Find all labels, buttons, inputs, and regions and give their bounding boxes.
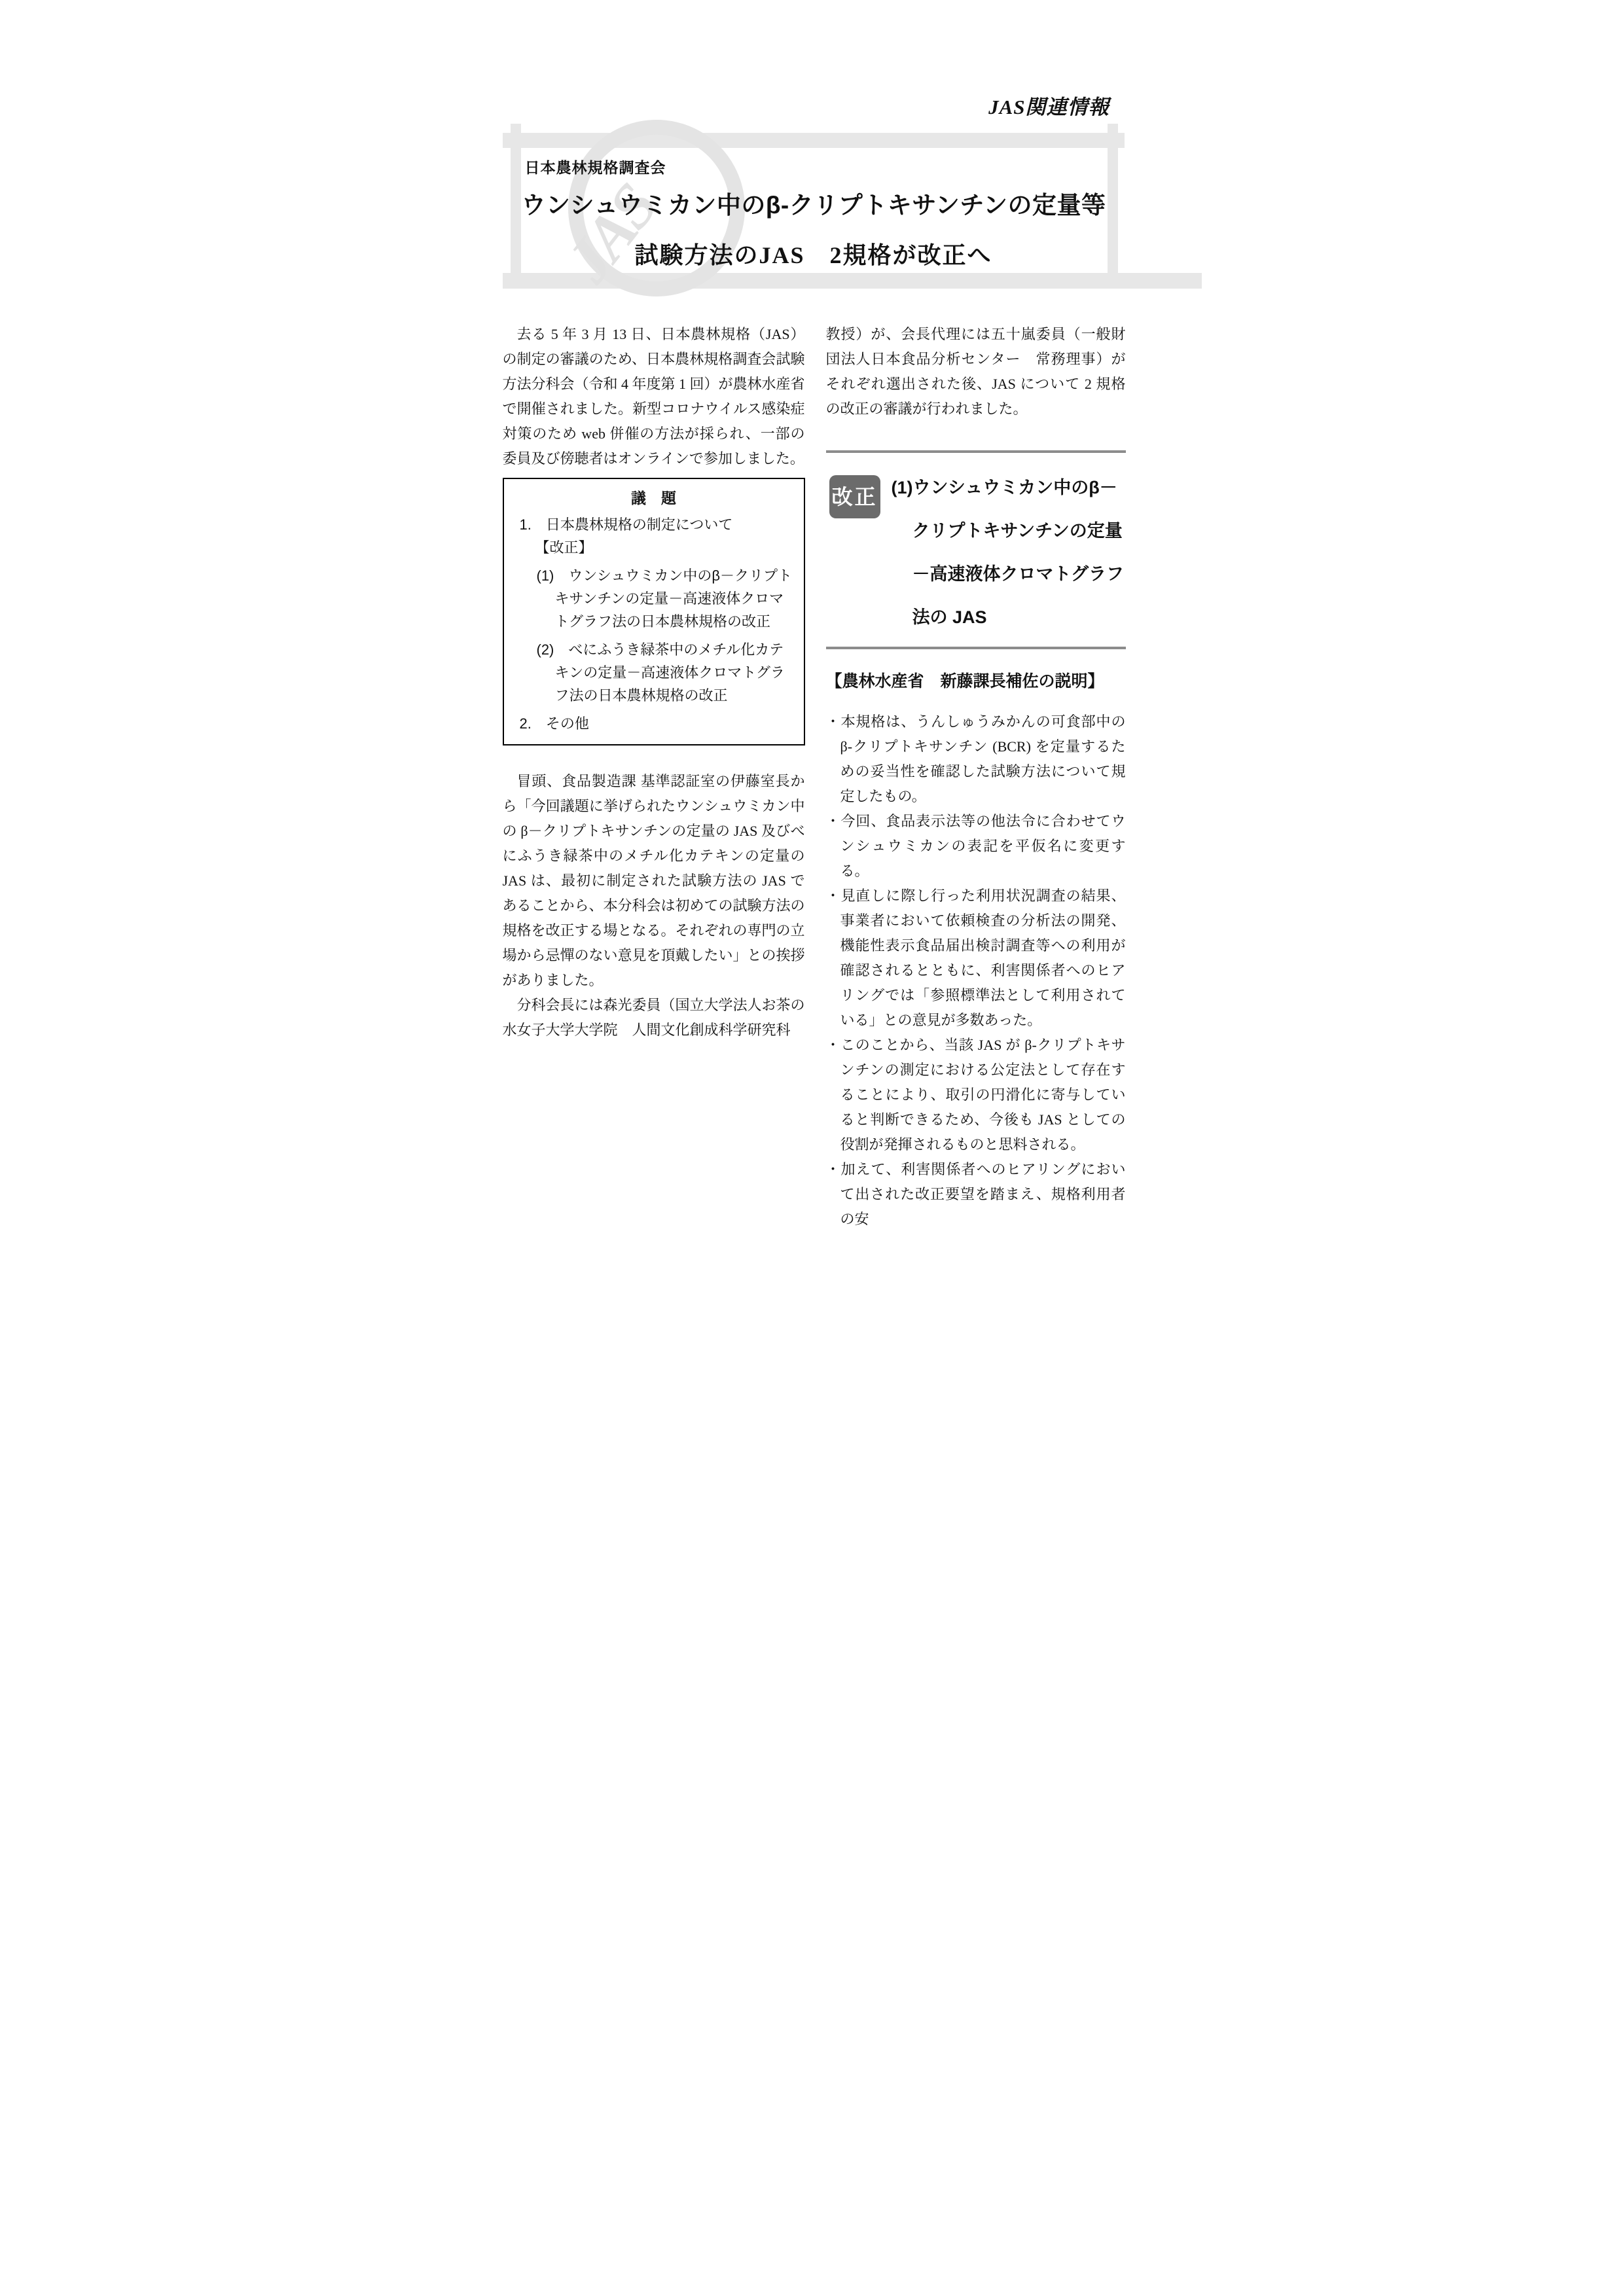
agenda-box-title: 議 題 xyxy=(631,490,676,507)
bullet-item: ・見直しに際し行った利用状況調査の結果、事業者において依頼検査の分析法の開発、機能性表示食品届出検討調査等への利用が確認されるとともに、利害関係者へのヒアリングでは「参照標準法として利用されている」との意見が多数あった。 xyxy=(825,888,1126,1028)
page-title-line1: ウンシュウミカン中のβ-クリプトキサンチンの定量等 xyxy=(521,192,1106,219)
section-divider-top xyxy=(826,450,1126,453)
bullet-item: ・このことから、当該 JAS が β-クリプトキサンチンの測定における公定法として存在することにより、取引の円滑化に寄与していると判断できるため、今後も JAS としての役割が発揮されるものと思料される。 xyxy=(825,1037,1126,1153)
page-title-line2: 試験方法のJAS 2規格が改正へ xyxy=(634,242,992,268)
revision-section-title: (1)ウンシュウミカン中のβ－クリプトキサンチンの定量－高速液体クロマトグラフ法の JAS xyxy=(891,478,1124,627)
agenda-item: 【改正】 xyxy=(535,539,593,556)
agenda-item: 1. 日本農林規格の制定について xyxy=(519,516,733,533)
bullet-item: ・本規格は、うんしゅうみかんの可食部中のβ-クリプトキサンチン (BCR) を定量するための妥当性を確認した試験方法について規定したもの。 xyxy=(825,713,1126,804)
right-column xyxy=(826,322,1126,1232)
header-kicker: 日本農林規格調査会 xyxy=(524,159,666,176)
revision-section-header xyxy=(826,466,1126,639)
agenda-box xyxy=(503,478,805,745)
body-paragraph: 教授）が、会長代理には五十嵐委員（一般財団法人日本食品分析センター 常務理事）がそれぞれ選出された後、JAS について 2 規格の改正の審議が行われました。 xyxy=(825,326,1126,417)
body-paragraph: 去る 5 年 3 月 13 日、日本農林規格（JAS）の制定の審議のため、日本農林規格調査会試験方法分科会（令和 4 年度第 1 回）が農林水産省で開催されました。新型コロナウイルス感染症対策のため web 併催の方法が採られ、一部の委員及び傍聴者はオンラインで参加しました。 xyxy=(502,326,805,467)
jas-logo-watermark-icon: JAS xyxy=(552,172,670,295)
section-divider-bottom xyxy=(826,647,1126,649)
document-page xyxy=(406,0,1218,1227)
bullet-list xyxy=(826,709,1126,1232)
agenda-item: (1) ウンシュウミカン中のβ－クリプトキサンチンの定量－高速液体クロマトグラフ法の日本農林規格の改正 xyxy=(536,567,793,630)
page-tag: JAS関連情報 xyxy=(988,96,1110,118)
revision-badge: 改正 xyxy=(829,475,880,518)
explainer-heading: 【農林水産省 新藤課長補佐の説明】 xyxy=(825,672,1104,691)
bullet-item: ・加えて、利害関係者へのヒアリングにおいて出された改正要望を踏まえ、規格利用者の安 xyxy=(825,1161,1126,1227)
bullet-item: ・今回、食品表示法等の他法令に合わせてウンシュウミカンの表記を平仮名に変更する。 xyxy=(825,813,1126,879)
left-column xyxy=(503,322,805,1043)
body-paragraph: 冒頭、食品製造課 基準認証室の伊藤室長から「今回議題に挙げられたウンシュウミカン中の β－クリプトキサンチンの定量の JAS 及びべにふうき緑茶中のメチル化カテキンの定量の JAS は、最初に制定された試験方法の JAS であることから、本分科会は初めての試験方法の規格を改正する場となる。それぞれの専門の立場から忌憚のない意見を頂戴したい」との挨拶がありました。 xyxy=(502,773,805,988)
agenda-item: 2. その他 xyxy=(519,715,589,732)
agenda-item-list xyxy=(514,513,793,735)
agenda-item: (2) べにふうき緑茶中のメチル化カテキンの定量－高速液体クロマトグラフ法の日本農林規格の改正 xyxy=(536,641,785,704)
body-paragraph: 分科会長には森光委員（国立大学法人お茶の水女子大学大学院 人間文化創成科学研究科 xyxy=(502,997,805,1038)
header-bar-left xyxy=(511,124,521,285)
